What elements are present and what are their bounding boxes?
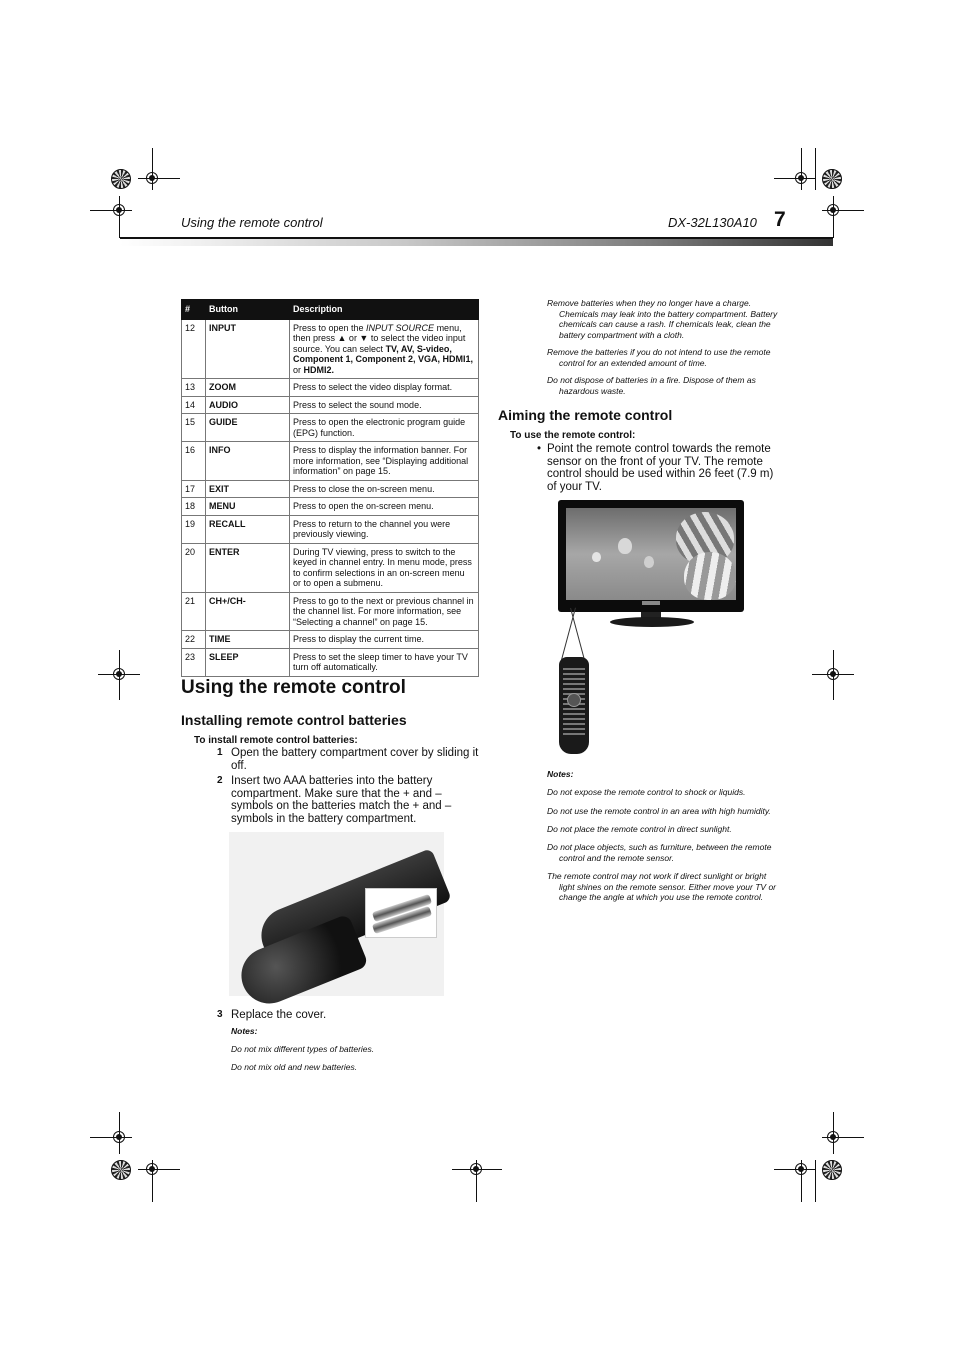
note-line: Do not dispose of batteries in a fire. Dispose of them as bbox=[547, 375, 756, 385]
row-description: Press to select the video display format. bbox=[290, 379, 479, 397]
registration-mark-icon bbox=[113, 204, 125, 216]
row-button-name: INPUT bbox=[206, 319, 290, 379]
bullet-icon: • bbox=[537, 443, 542, 455]
install-step-1 bbox=[217, 747, 479, 772]
note-continuation: Chemicals may leak into the battery compartment. Battery chemicals can cause a rash. If chemicals leak, clean the battery compartment with a cloth. bbox=[559, 308, 778, 340]
install-note: Do not mix old and new batteries. bbox=[231, 1062, 358, 1072]
row-number: 12 bbox=[182, 319, 206, 379]
table-row bbox=[182, 480, 479, 498]
row-button-name: GUIDE bbox=[206, 414, 290, 442]
note-line: Do not place objects, such as furniture, between the remote bbox=[547, 842, 772, 852]
battery-installation-photo bbox=[229, 832, 444, 996]
row-number: 18 bbox=[182, 498, 206, 516]
row-button-name: EXIT bbox=[206, 480, 290, 498]
battery-warning-note bbox=[547, 347, 797, 368]
row-number: 16 bbox=[182, 442, 206, 481]
aiming-note bbox=[547, 806, 797, 817]
install-step-2 bbox=[217, 775, 463, 825]
note-continuation: hazardous waste. bbox=[559, 385, 626, 396]
row-description: Press to open the INPUT SOURCE menu, then press ▲ or ▼ to select the video input source. You can select TV, AV, S-video, Component 1, Component 2, VGA, HDMI1, or HDMI2. bbox=[290, 319, 479, 379]
step-number: 1 bbox=[217, 747, 223, 758]
note-continuation: control for an extended amount of time. bbox=[559, 357, 707, 368]
note-line: Do not use the remote control in an area with high humidity. bbox=[547, 806, 771, 816]
header-rule bbox=[120, 237, 833, 246]
row-description: Press to open the electronic program guide (EPG) function. bbox=[290, 414, 479, 442]
table-row bbox=[182, 379, 479, 397]
table-header-number: # bbox=[182, 300, 206, 320]
tv-image bbox=[558, 500, 744, 630]
row-number: 19 bbox=[182, 515, 206, 543]
tv-frame bbox=[558, 500, 744, 612]
aiming-note bbox=[547, 824, 797, 835]
battery-warning-note bbox=[547, 298, 797, 340]
aiming-note bbox=[547, 871, 797, 903]
registration-mark-icon bbox=[113, 1131, 125, 1143]
note-line: The remote control may not work if direct sunlight or bright bbox=[547, 871, 767, 881]
battery-warning-note bbox=[547, 375, 797, 396]
row-number: 13 bbox=[182, 379, 206, 397]
row-description: Press to select the sound mode. bbox=[290, 396, 479, 414]
row-description: Press to go to the next or previous channel in the channel list. For more information, see “Selecting a channel” on page 15. bbox=[290, 592, 479, 631]
aiming-note bbox=[547, 842, 797, 863]
step-number: 2 bbox=[217, 775, 223, 786]
table-row bbox=[182, 396, 479, 414]
aiming-procedure-heading: To use the remote control: bbox=[510, 430, 636, 441]
registration-mark-icon bbox=[113, 668, 125, 680]
section-title: Using the remote control bbox=[181, 677, 406, 698]
tv-screen bbox=[566, 508, 736, 600]
aiming-note bbox=[547, 787, 797, 798]
row-number: 17 bbox=[182, 480, 206, 498]
registration-target-icon bbox=[822, 1160, 842, 1180]
row-button-name: MENU bbox=[206, 498, 290, 516]
registration-mark-icon bbox=[470, 1163, 482, 1175]
registration-target-icon bbox=[822, 169, 842, 189]
step-number: 3 bbox=[217, 1009, 223, 1020]
step-text: Replace the cover. bbox=[231, 1009, 327, 1021]
row-button-name: CH+/CH- bbox=[206, 592, 290, 631]
install-step-3 bbox=[217, 1009, 471, 1022]
registration-mark-icon bbox=[795, 172, 807, 184]
row-description: Press to open the on-screen menu. bbox=[290, 498, 479, 516]
row-button-name: TIME bbox=[206, 631, 290, 649]
registration-mark-icon bbox=[827, 1131, 839, 1143]
bullet-text: Point the remote control towards the remote sensor on the front of your TV. The remote control should be used within 26 feet (7.9 m) of your TV. bbox=[547, 443, 774, 493]
row-description: Press to return to the channel you were previously viewing. bbox=[290, 515, 479, 543]
table-row bbox=[182, 319, 479, 379]
table-row bbox=[182, 498, 479, 516]
registration-mark-icon bbox=[146, 172, 158, 184]
aiming-heading: Aiming the remote control bbox=[498, 407, 673, 423]
table-row bbox=[182, 543, 479, 592]
registration-target-icon bbox=[111, 169, 131, 189]
install-note: Do not mix different types of batteries. bbox=[231, 1044, 375, 1054]
table-row bbox=[182, 648, 479, 676]
row-button-name: ENTER bbox=[206, 543, 290, 592]
registration-mark-icon bbox=[795, 1163, 807, 1175]
row-number: 20 bbox=[182, 543, 206, 592]
row-number: 15 bbox=[182, 414, 206, 442]
row-description: During TV viewing, press to switch to the keyed in channel entry. In menu mode, press to confirm selections in an on-screen menu or to open a submenu. bbox=[290, 543, 479, 592]
note-continuation: control and the remote sensor. bbox=[559, 852, 674, 863]
button-description-table bbox=[181, 299, 479, 677]
table-row bbox=[182, 592, 479, 631]
remote-control-illustration bbox=[559, 657, 589, 754]
row-description: Press to display the current time. bbox=[290, 631, 479, 649]
table-header-row bbox=[182, 300, 479, 320]
row-button-name: SLEEP bbox=[206, 648, 290, 676]
note-continuation: light shines on the remote sensor. Either move your TV or change the angle at which you use the remote control. bbox=[559, 881, 777, 902]
row-description: Press to set the sleep timer to have your TV turn off automatically. bbox=[290, 648, 479, 676]
step-text: Open the battery compartment cover by sliding it off. bbox=[231, 747, 479, 772]
page-number: 7 bbox=[774, 208, 786, 231]
row-button-name: RECALL bbox=[206, 515, 290, 543]
table-body bbox=[182, 319, 479, 676]
note-line: Remove batteries when they no longer have a charge. bbox=[547, 298, 752, 308]
note-line: Remove the batteries if you do not intend to use the remote bbox=[547, 347, 771, 357]
registration-target-icon bbox=[111, 1160, 131, 1180]
row-description: Press to close the on-screen menu. bbox=[290, 480, 479, 498]
install-notes-label: Notes: bbox=[231, 1026, 258, 1036]
aiming-notes-label: Notes: bbox=[547, 769, 574, 779]
step-text: Insert two AAA batteries into the battery compartment. Make sure that the + and – symbols on the batteries match the + and – symbols in the battery compartment. bbox=[231, 775, 452, 825]
table-row bbox=[182, 515, 479, 543]
table-row bbox=[182, 414, 479, 442]
table-header-description: Description bbox=[290, 300, 479, 320]
install-procedure-heading: To install remote control batteries: bbox=[194, 735, 358, 746]
aiming-instruction bbox=[537, 443, 783, 493]
row-description: Press to display the information banner. For more information, see “Displaying additional information” on page 15. bbox=[290, 442, 479, 481]
table-row bbox=[182, 631, 479, 649]
row-button-name: ZOOM bbox=[206, 379, 290, 397]
row-number: 14 bbox=[182, 396, 206, 414]
row-button-name: INFO bbox=[206, 442, 290, 481]
note-line: Do not place the remote control in direct sunlight. bbox=[547, 824, 732, 834]
registration-mark-icon bbox=[146, 1163, 158, 1175]
install-batteries-heading: Installing remote control batteries bbox=[181, 712, 407, 728]
running-header-title: Using the remote control bbox=[181, 215, 323, 230]
running-header-model: DX-32L130A10 bbox=[668, 215, 757, 230]
registration-mark-icon bbox=[827, 204, 839, 216]
note-line: Do not expose the remote control to shock or liquids. bbox=[547, 787, 746, 797]
row-number: 22 bbox=[182, 631, 206, 649]
table-header-button: Button bbox=[206, 300, 290, 320]
registration-mark-icon bbox=[827, 668, 839, 680]
row-number: 21 bbox=[182, 592, 206, 631]
table-row bbox=[182, 442, 479, 481]
aaa-batteries-image bbox=[365, 888, 437, 938]
row-button-name: AUDIO bbox=[206, 396, 290, 414]
row-number: 23 bbox=[182, 648, 206, 676]
